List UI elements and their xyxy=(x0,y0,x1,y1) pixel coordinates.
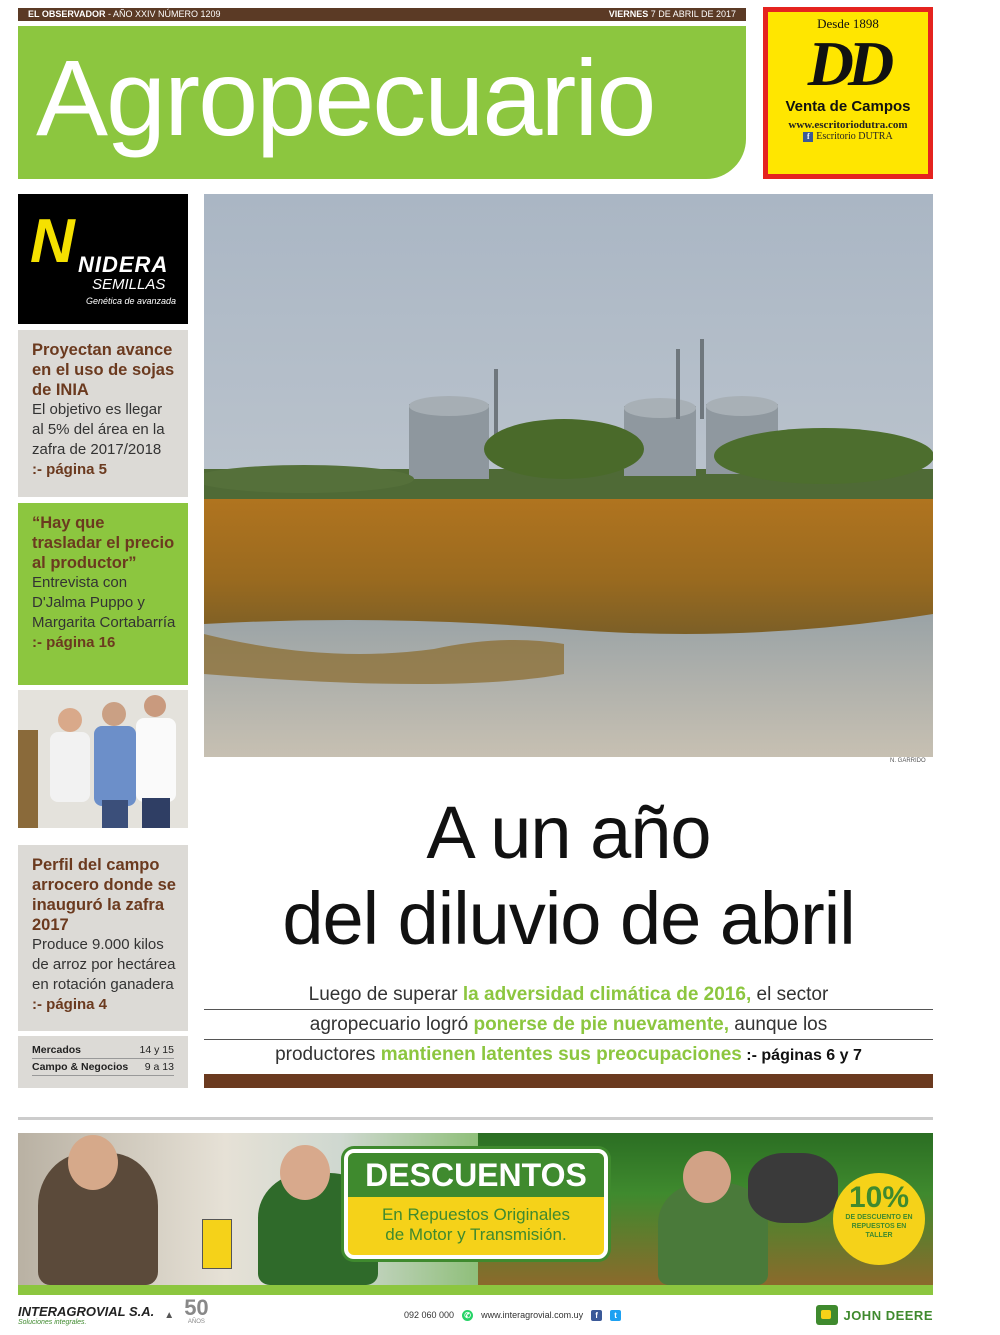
sidebar-summary: Produce 9.000 kilos de arroz por hectárea en rotación ganadera xyxy=(32,936,176,993)
facebook-icon[interactable]: f xyxy=(591,1310,602,1321)
dd-logo: DD xyxy=(807,28,889,99)
anniversary-label: AÑOS xyxy=(187,1319,205,1325)
publication-info xyxy=(28,8,221,21)
brand-name: JOHN DEERE xyxy=(843,1307,933,1323)
discount-percent: 10% xyxy=(848,1181,910,1214)
nidera-name: NIDERA xyxy=(78,252,169,277)
sidebar-page-ref[interactable]: :- página 4 xyxy=(32,996,108,1013)
date: 7 DE ABRIL DE 2017 xyxy=(648,9,736,19)
discount-text-1: En Repuestos Originales xyxy=(381,1205,571,1224)
sidebar-summary: Entrevista con D'Jalma Puppo y Margarita Cortabarría xyxy=(32,574,176,631)
twitter-icon[interactable]: t xyxy=(610,1310,621,1321)
photo-credit: N. GARRIDO xyxy=(890,758,926,764)
dd-facebook-label: Escritorio DUTRA xyxy=(816,131,893,142)
discount-title: DESCUENTOS xyxy=(348,1153,604,1197)
anniversary-number: 50 xyxy=(184,1295,209,1320)
index-row[interactable] xyxy=(32,1042,174,1059)
sidebar-headline: Proyectan avance en el uso de sojas de INIA xyxy=(32,341,175,399)
dd-facebook[interactable] xyxy=(768,131,928,142)
index-pages: 14 y 15 xyxy=(139,1044,174,1056)
discount-box[interactable] xyxy=(344,1149,608,1259)
top-bar xyxy=(18,8,746,21)
dd-subtitle: Venta de Campos xyxy=(785,98,911,115)
divider xyxy=(18,1117,933,1120)
nidera-tagline: Genética de avanzada xyxy=(86,296,177,306)
deck-page-ref[interactable]: :- páginas 6 y 7 xyxy=(741,1047,862,1064)
website-link[interactable]: www.interagrovial.com.uy xyxy=(481,1310,584,1320)
discount-badge-text: DE DESCUENTO EN REPUESTOS EN TALLER xyxy=(845,1214,913,1239)
sidebar-summary: El objetivo es llegar al 5% del área en la zafra de 2017/2018 xyxy=(32,401,165,458)
whatsapp-icon: ✆ xyxy=(462,1310,473,1321)
sidebar-page-ref[interactable]: :- página 5 xyxy=(32,461,108,478)
discount-text-2: de Motor y Transmisión. xyxy=(385,1225,567,1244)
deck-line: Luego de superar la adversidad climática de 2016, el sector xyxy=(204,980,933,1010)
company-slogan: Soluciones integrales. xyxy=(18,1319,87,1326)
dd-advertisement[interactable] xyxy=(763,7,933,179)
weekday: VIERNES xyxy=(608,9,649,19)
triangle-icon: ▲ xyxy=(164,1309,175,1321)
deck-line: agropecuario logró ponerse de pie nuevamente, aunque los xyxy=(204,1010,933,1040)
issue-number: - AÑO XXIV NÚMERO 1209 xyxy=(105,9,221,19)
ad-footer xyxy=(18,1295,933,1332)
phone-number[interactable]: 092 060 000 xyxy=(404,1310,455,1320)
sidebar-headline: “Hay que trasladar el precio al productor” xyxy=(32,514,175,572)
main-headline[interactable] xyxy=(204,790,933,962)
sidebar-item-inia[interactable] xyxy=(18,330,188,497)
interagrovial-advertisement[interactable] xyxy=(18,1133,933,1295)
dd-website[interactable]: www.escritoriodutra.com xyxy=(788,119,908,131)
publication-name: EL OBSERVADOR xyxy=(28,9,106,19)
index-pages: 9 a 13 xyxy=(144,1061,174,1073)
headline-deck xyxy=(204,980,933,1070)
nidera-sub: SEMILLAS xyxy=(92,276,166,293)
producers-photo xyxy=(18,690,188,828)
flooded-field-photo xyxy=(204,194,933,757)
headline-line-2: del diluvio de abril xyxy=(282,877,855,960)
ad-stripe xyxy=(18,1285,933,1295)
sidebar-page-ref[interactable]: :- página 16 xyxy=(32,634,116,651)
sidebar-item-rice[interactable] xyxy=(18,845,188,1031)
brown-rule xyxy=(204,1074,933,1088)
publication-date xyxy=(609,8,736,21)
nidera-logo-icon: N xyxy=(30,207,75,276)
company-name: INTERAGROVIAL S.A. xyxy=(18,1304,155,1319)
discount-badge xyxy=(833,1173,925,1265)
index-label: Mercados xyxy=(32,1044,82,1056)
dd-since: Desde 1898 xyxy=(817,16,879,31)
deck-line: productores mantienen latentes sus preocupaciones :- páginas 6 y 7 xyxy=(275,1044,862,1065)
sidebar-headline: Perfil del campo arrocero donde se inauguró la zafra 2017 xyxy=(32,856,176,934)
index-label: Campo & Negocios xyxy=(32,1061,129,1073)
john-deere-brand xyxy=(816,1305,933,1325)
index-row[interactable] xyxy=(32,1059,174,1076)
sidebar-item-interview[interactable] xyxy=(18,503,188,685)
headline-line-1: A un año xyxy=(426,791,711,874)
facebook-icon: f xyxy=(803,132,813,142)
nidera-advertisement[interactable] xyxy=(18,194,188,324)
john-deere-logo-icon xyxy=(816,1305,838,1325)
section-index xyxy=(18,1036,188,1088)
section-title: Agropecuario xyxy=(36,37,655,158)
